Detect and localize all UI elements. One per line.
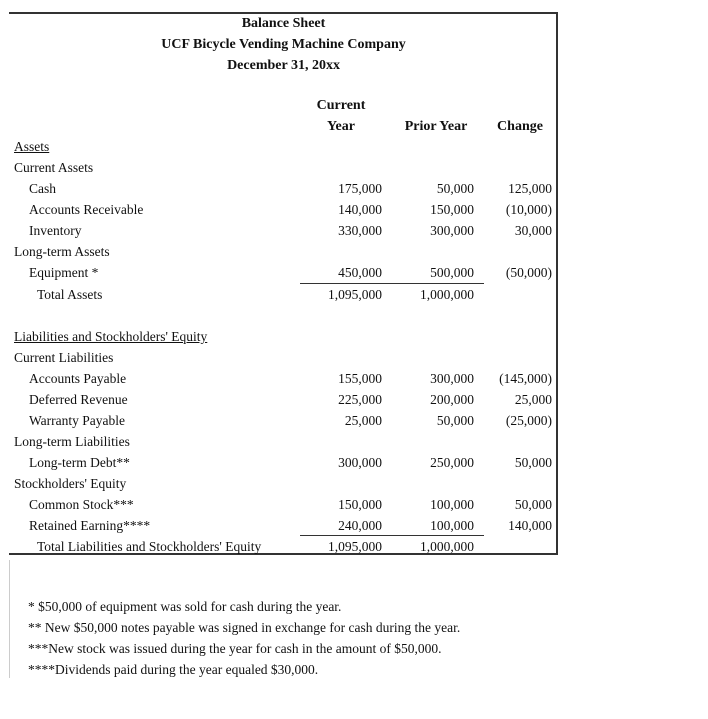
cell-current-year: 150,000 bbox=[338, 497, 382, 512]
row-label: Long-term Debt** bbox=[29, 455, 130, 470]
sheet-title: Balance Sheet bbox=[241, 16, 326, 31]
cell-current-year: 330,000 bbox=[338, 223, 382, 238]
row-label: Deferred Revenue bbox=[29, 392, 128, 407]
cell-prior-year: 500,000 bbox=[430, 265, 474, 280]
cell-change: (145,000) bbox=[499, 371, 552, 386]
cell-current-year: 1,095,000 bbox=[328, 287, 382, 302]
row-label: Long-term Liabilities bbox=[14, 434, 130, 449]
row-label: Liabilities and Stockholders' Equity bbox=[14, 329, 208, 344]
cell-current-year: 300,000 bbox=[338, 455, 382, 470]
row-label: Stockholders' Equity bbox=[14, 476, 127, 491]
footnote: ***New stock was issued during the year for cash in the amount of $50,000. bbox=[28, 641, 442, 656]
row-label: Inventory bbox=[29, 223, 82, 238]
row-label: Accounts Payable bbox=[29, 371, 127, 386]
row-label: Equipment * bbox=[29, 265, 99, 280]
cell-current-year: 175,000 bbox=[338, 181, 382, 196]
row-label: Current Assets bbox=[14, 160, 94, 175]
col-current-line2: Year bbox=[327, 119, 355, 134]
cell-change: 50,000 bbox=[514, 455, 552, 470]
cell-prior-year: 50,000 bbox=[436, 413, 474, 428]
cell-change: 140,000 bbox=[508, 518, 552, 533]
company-name: UCF Bicycle Vending Machine Company bbox=[161, 37, 406, 52]
cell-prior-year: 100,000 bbox=[430, 497, 474, 512]
cell-change: (50,000) bbox=[505, 265, 552, 280]
cell-change: 50,000 bbox=[514, 497, 552, 512]
row-label: Warranty Payable bbox=[29, 413, 125, 428]
equity-total-rule bbox=[300, 535, 484, 536]
cell-prior-year: 100,000 bbox=[430, 518, 474, 533]
cell-prior-year: 1,000,000 bbox=[420, 287, 474, 302]
row-label: Cash bbox=[29, 181, 56, 196]
col-current-line1: Current bbox=[316, 98, 366, 113]
cell-current-year: 140,000 bbox=[338, 202, 382, 217]
row-label: Total Assets bbox=[37, 287, 103, 302]
cell-prior-year: 150,000 bbox=[430, 202, 474, 217]
col-change: Change bbox=[497, 119, 543, 134]
cell-change: 125,000 bbox=[508, 181, 552, 196]
row-label: Total Liabilities and Stockholders' Equity bbox=[37, 539, 262, 554]
cell-change: (25,000) bbox=[505, 413, 552, 428]
left-margin-line bbox=[9, 560, 10, 678]
cell-current-year: 155,000 bbox=[338, 371, 382, 386]
row-label: Assets bbox=[14, 139, 50, 154]
cell-prior-year: 200,000 bbox=[430, 392, 474, 407]
row-label: Current Liabilities bbox=[14, 350, 114, 365]
cell-current-year: 1,095,000 bbox=[328, 539, 382, 554]
cell-current-year: 25,000 bbox=[344, 413, 382, 428]
cell-current-year: 450,000 bbox=[338, 265, 382, 280]
footnote: ****Dividends paid during the year equaled $30,000. bbox=[28, 662, 319, 677]
cell-prior-year: 1,000,000 bbox=[420, 539, 474, 554]
cell-change: 30,000 bbox=[514, 223, 552, 238]
statement-date: December 31, 20xx bbox=[227, 58, 340, 73]
assets-total-rule bbox=[300, 283, 484, 284]
cell-prior-year: 250,000 bbox=[430, 455, 474, 470]
cell-current-year: 240,000 bbox=[338, 518, 382, 533]
col-prior-year: Prior Year bbox=[404, 119, 468, 134]
row-label: Long-term Assets bbox=[14, 244, 110, 259]
cell-prior-year: 50,000 bbox=[436, 181, 474, 196]
cell-prior-year: 300,000 bbox=[430, 223, 474, 238]
row-label: Retained Earning**** bbox=[29, 518, 151, 533]
cell-current-year: 225,000 bbox=[338, 392, 382, 407]
cell-change: 25,000 bbox=[514, 392, 552, 407]
footnote: * $50,000 of equipment was sold for cash during the year. bbox=[28, 599, 342, 614]
row-label: Common Stock*** bbox=[29, 497, 134, 512]
cell-change: (10,000) bbox=[505, 202, 552, 217]
footnote: ** New $50,000 notes payable was signed in exchange for cash during the year. bbox=[28, 620, 461, 635]
cell-prior-year: 300,000 bbox=[430, 371, 474, 386]
row-label: Accounts Receivable bbox=[29, 202, 144, 217]
